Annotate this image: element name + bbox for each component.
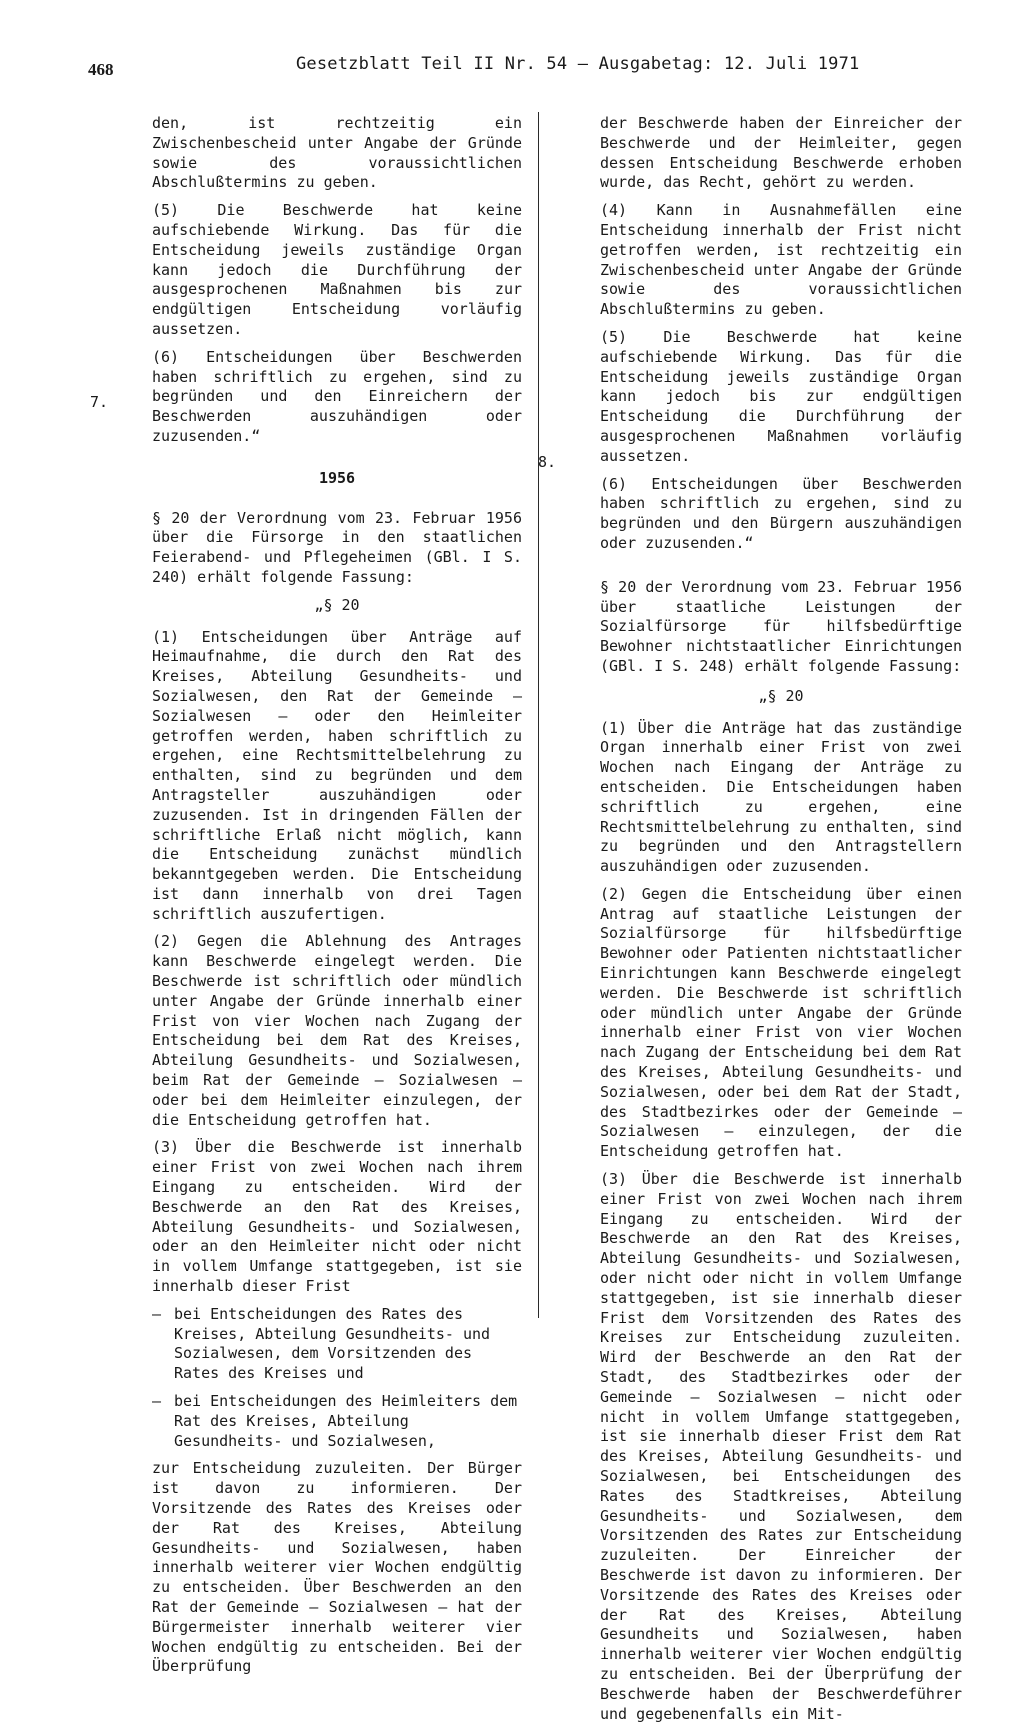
item-number-8: 8.	[538, 453, 557, 471]
page-header	[88, 54, 958, 88]
paragraph-4: (4) Kann in Ausnahmefällen eine Entscheidung innerhalb der Frist nicht getroffen werden, ist rechtzeitig ein Zwischenbescheid unter Angabe der Gründe sowie des voraussichtlichen Abschlußtermins zu geben.	[600, 201, 962, 319]
column-divider	[538, 112, 539, 1318]
list-item	[152, 1392, 522, 1451]
year-heading: 1956	[318, 468, 356, 487]
section-paragraph-1: (1) Entscheidungen über Anträge auf Heimaufnahme, die durch den Rat des Kreises, Abteilung Gesundheits- und Sozialwesen, den Rat der Gemeinde — Sozialwesen — oder den Heimleiter getroffen werden, haben schriftlich zu ergehen, eine Rechtsmittelbelehrung zu enthalten, sind zu begründen und dem Antragsteller auszuhändigen oder zuzusenden. Ist in dringenden Fällen der schriftliche Erlaß nicht möglich, kann die Entscheidung zunächst mündlich bekanntgegeben werden. Die Entscheidung ist dann innerhalb von drei Tagen schriftlich auszufertigen.	[152, 627, 522, 923]
list-dash: —	[152, 1304, 162, 1323]
paragraph-5: (5) Die Beschwerde hat keine aufschiebende Wirkung. Das für die Entscheidung jeweils zuständige Organ kann jedoch bis zur endgültigen Entscheidung die Durchführung der ausgesprochenen Maßnahmen vorläufig aussetzen.	[600, 327, 962, 465]
item-8-text: § 20 der Verordnung vom 23. Februar 1956 über staatliche Leistungen der Sozialfürsorge für hilfsbedürftige Bewohner nichtstaatlicher Einrichtungen (GBl. I S. 248) erhält folgende Fassung:	[600, 577, 962, 675]
paragraph-continuation: der Beschwerde haben der Einreicher der Beschwerde und der Heimleiter, gegen dessen Entscheidung Beschwerde erhoben wurde, das Recht, gehört zu werden.	[600, 114, 962, 192]
list-dash: —	[152, 1392, 162, 1411]
list-item-text: bei Entscheidungen des Heimleiters dem Rat des Kreises, Abteilung Gesundheits- und Sozialwesen,	[174, 1392, 518, 1450]
section-paragraph-1: (1) Über die Anträge hat das zuständige Organ innerhalb einer Frist von zwei Wochen nach Eingang der Anträge zu entscheiden. Die Entscheidungen haben schriftlich zu ergehen, eine Rechtsmittelbelehrung zu enthalten, sind zu begründen und den Antragstellern auszuhändigen oder zuzusenden.	[600, 718, 962, 876]
section-heading: „§ 20	[758, 686, 804, 705]
left-column	[152, 114, 522, 1685]
section-heading: „§ 20	[314, 595, 360, 614]
page-title: Gesetzblatt Teil II Nr. 54 — Ausgabetag: 12. Juli 1971	[296, 54, 860, 74]
section-paragraph-2: (2) Gegen die Entscheidung über einen Antrag auf staatliche Leistungen der Sozialfürsorge für hilfsbedürftige Bewohner oder Patienten nichtstaatlicher Einrichtungen kann Beschwerde eingelegt werden. Die Beschwerde ist schriftlich oder mündlich unter Angabe der Gründe innerhalb einer Frist von vier Wochen nach Zugang der Entscheidung bei dem Rat des Kreises, Abteilung Gesundheits- und Sozialwesen, oder bei dem Rat der Stadt, des Stadtbezirkes oder der Gemeinde — Sozialwesen — einzulegen, der die Entscheidung getroffen hat.	[600, 884, 962, 1161]
list-item	[152, 1305, 522, 1384]
section-paragraph-2: (2) Gegen die Ablehnung des Antrages kann Beschwerde eingelegt werden. Die Beschwerde ist schriftlich oder mündlich unter Angabe der Gründe innerhalb einer Frist von vier Wochen nach Zugang der Entscheidung bei dem Rat des Kreises, Abteilung Gesundheits- und Sozialwesen, beim Rat der Gemeinde — Sozialwesen — oder bei dem Heimleiter einzulegen, der die Entscheidung getroffen hat.	[152, 932, 522, 1129]
paragraph-continuation: den, ist rechtzeitig ein Zwischenbescheid unter Angabe der Gründe sowie des voraussichtlichen Abschlußtermins zu geben.	[152, 114, 522, 192]
item-number-7: 7.	[90, 393, 109, 411]
section-paragraph-3: (3) Über die Beschwerde ist innerhalb einer Frist von zwei Wochen nach ihrem Eingang zu entscheiden. Wird der Beschwerde an den Rat des Kreises, Abteilung Gesundheits- und Sozialwesen, oder nicht oder nicht in vollem Umfange stattgegeben, ist sie innerhalb dieser Frist dem Vorsitzenden des Rates des Kreises zur Entscheidung zuzuleiten. Wird der Beschwerde an den Rat der Stadt, des Stadtbezirkes oder der Gemeinde — Sozialwesen — nicht oder nicht in vollem Umfange stattgegeben, ist sie innerhalb dieser Frist dem Rat des Kreises, Abteilung Gesundheits- und Sozialwesen, bei Entscheidungen des Rates des Stadtkreises, Abteilung Gesundheits- und Sozialwesen, dem Vorsitzenden des Rates zur Entscheidung zuzuleiten. Der Einreicher der Beschwerde ist davon zu informieren. Der Vorsitzende des Rates des Kreises oder der Rat des Kreises, Abteilung Gesundheits und Sozialwesen, haben innerhalb weiterer vier Wochen endgültig zu entscheiden. Bei der Überprüfung der Beschwerde haben der Beschwerdeführer und gegebenenfalls ein Mit-	[600, 1170, 962, 1723]
list-item-text: bei Entscheidungen des Rates des Kreises, Abteilung Gesundheits- und Sozialwesen, dem Vorsitzenden des Rates des Kreises und	[174, 1304, 491, 1383]
paragraph-5: (5) Die Beschwerde hat keine aufschiebende Wirkung. Das für die Entscheidung jeweils zuständige Organ kann jedoch die Durchführung der ausgesprochenen Maßnahmen bis zur endgültigen Entscheidung vorläufig aussetzen.	[152, 201, 522, 338]
right-column	[600, 114, 962, 1732]
item-7-text: § 20 der Verordnung vom 23. Februar 1956 über die Fürsorge in den staatlichen Feierabend- und Pflegeheimen (GBl. I S. 240) erhält folgende Fassung:	[152, 508, 522, 586]
page-number: 468	[88, 60, 114, 79]
paragraph-6: (6) Entscheidungen über Beschwerden haben schriftlich zu ergehen, sind zu begründen und den Einreichern der Beschwerden auszuhändigen oder zuzusenden.“	[152, 347, 522, 445]
section-paragraph-4: zur Entscheidung zuzuleiten. Der Bürger ist davon zu informieren. Der Vorsitzende des Rates des Kreises oder der Rat des Kreises, Abteilung Gesundheits- und Sozialwesen, haben innerhalb weiterer vier Wochen endgültig zu entscheiden. Über Beschwerden an den Rat der Gemeinde — Sozialwesen — hat der Bürgermeister innerhalb weiterer vier Wochen endgültig zu entscheiden. Bei der Überprüfung	[152, 1459, 522, 1676]
section-paragraph-3: (3) Über die Beschwerde ist innerhalb einer Frist von zwei Wochen nach ihrem Eingang zu entscheiden. Wird der Beschwerde an den Rat des Kreises, Abteilung Gesundheits- und Sozialwesen, oder an den Heimleiter nicht oder nicht in vollem Umfange stattgegeben, ist sie innerhalb dieser Frist	[152, 1138, 522, 1296]
paragraph-6: (6) Entscheidungen über Beschwerden haben schriftlich zu ergehen, sind zu begründen und den Bürgern auszuhändigen oder zuzusenden.“	[600, 474, 962, 552]
